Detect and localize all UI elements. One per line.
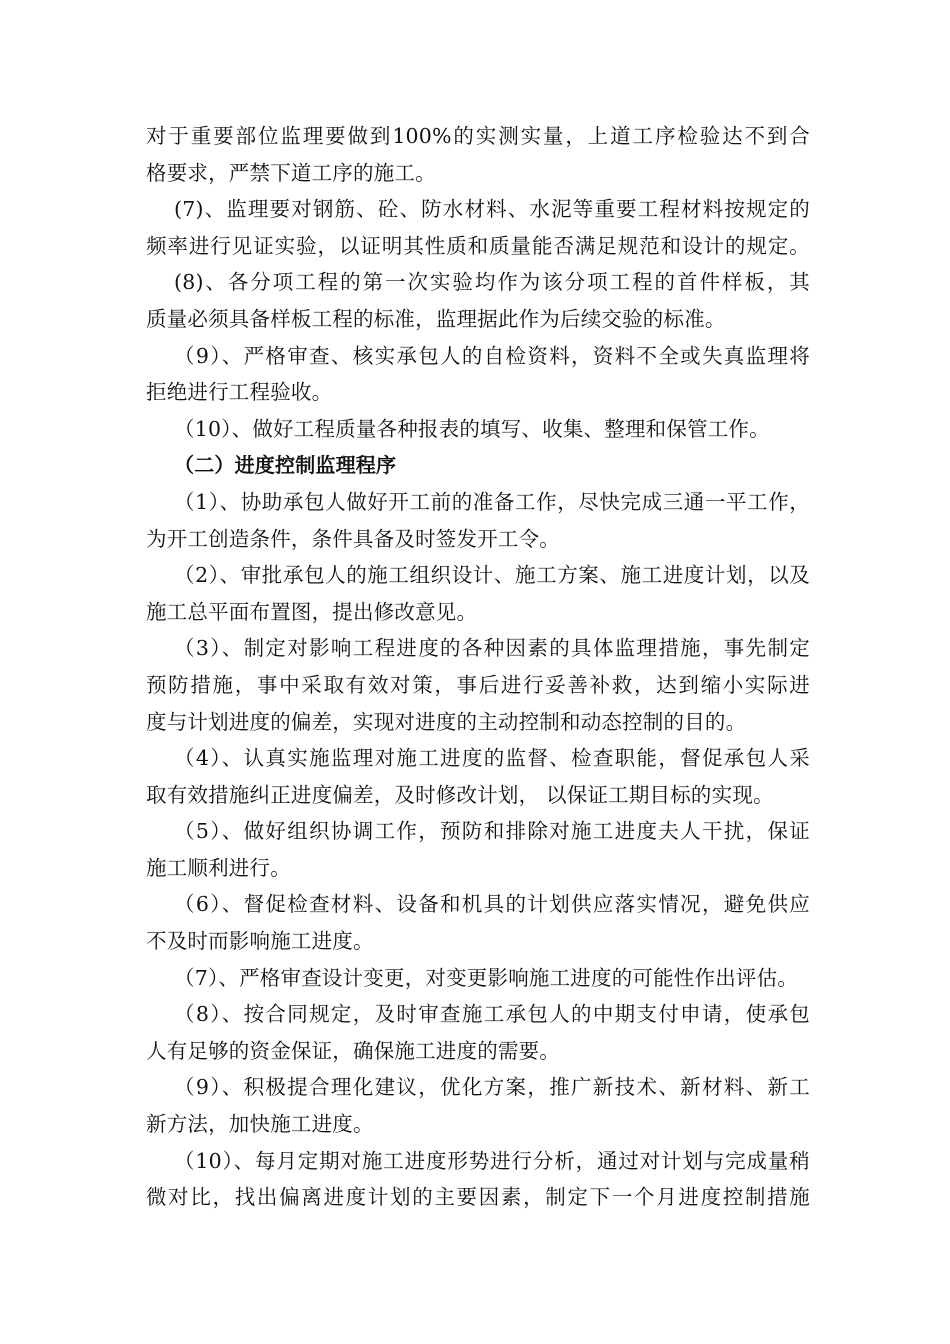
text-line: 为开工创造条件，条件具备及时签发开工令。 [146,526,560,551]
text-line: 格要求，严禁下道工序的施工。 [146,160,436,185]
text-line: （9）、积极提合理化建议，优化方案，推广新技术、新材料、新工 [174,1075,810,1100]
text-line: （8）、按合同规定，及时审查施工承包人的中期支付申请，使承包 [174,1002,810,1027]
text-line: (7)、监理要对钢筋、砼、防水材料、水泥等重要工程材料按规定的 [174,197,810,222]
text-line: （2）、审批承包人的施工组织设计、施工方案、施工进度计划，以及 [174,563,810,588]
text-line: （10）、每月定期对施工进度形势进行分析，通过对计划与完成量稍 [174,1148,810,1173]
text-line: （6）、督促检查材料、设备和机具的计划供应落实情况，避免供应 [174,892,810,917]
text-line: 施工顺利进行。 [146,855,291,880]
text-line: 预防措施，事中采取有效对策，事后进行妥善补救，达到缩小实际进 [146,672,810,697]
text-line: （5）、做好组织协调工作，预防和排除对施工进度夫人干扰，保证 [174,819,810,844]
text-line: （3）、制定对影响工程进度的各种因素的具体监理措施，事先制定 [174,636,810,661]
text-line: 度与计划进度的偏差，实现对进度的主动控制和动态控制的目的。 [146,709,747,734]
text-line: 不及时而影响施工进度。 [146,929,374,954]
text-line: 人有足够的资金保证，确保施工进度的需要。 [146,1038,560,1063]
section-heading: （二）进度控制监理程序 [174,453,397,478]
text-line: 频率进行见证实验，以证明其性质和质量能否满足规范和设计的规定。 [146,233,810,258]
text-line: （10）、做好工程质量各种报表的填写、收集、整理和保管工作。 [174,416,770,441]
text-line: （1）、协助承包人做好开工前的准备工作，尽快完成三通一平工作， [174,489,810,514]
text-line: （4）、认真实施监理对施工进度的监督、检查职能，督促承包人采 [174,746,810,771]
document-body [146,118,810,1216]
text-line: （7）、严格审查设计变更，对变更影响施工进度的可能性作出评估。 [174,965,798,990]
text-line: (8)、各分项工程的第一次实验均作为该分项工程的首件样板，其 [174,270,810,295]
text-line: 施工总平面布置图，提出修改意见。 [146,599,478,624]
text-line: 微对比，找出偏离进度计划的主要因素，制定下一个月进度控制措施 [146,1185,810,1210]
text-line: 质量必须具备样板工程的标准，监理据此作为后续交验的标准。 [146,306,726,331]
text-line: 取有效措施纠正进度偏差，及时修改计划， 以保证工期目标的实现。 [146,782,774,807]
text-line: 新方法，加快施工进度。 [146,1112,374,1137]
text-line: 拒绝进行工程验收。 [146,380,333,405]
text-line: （9）、严格审查、核实承包人的自检资料，资料不全或失真监理将 [174,343,810,368]
text-line: 对于重要部位监理要做到100%的实测实量，上道工序检验达不到合 [146,124,810,148]
